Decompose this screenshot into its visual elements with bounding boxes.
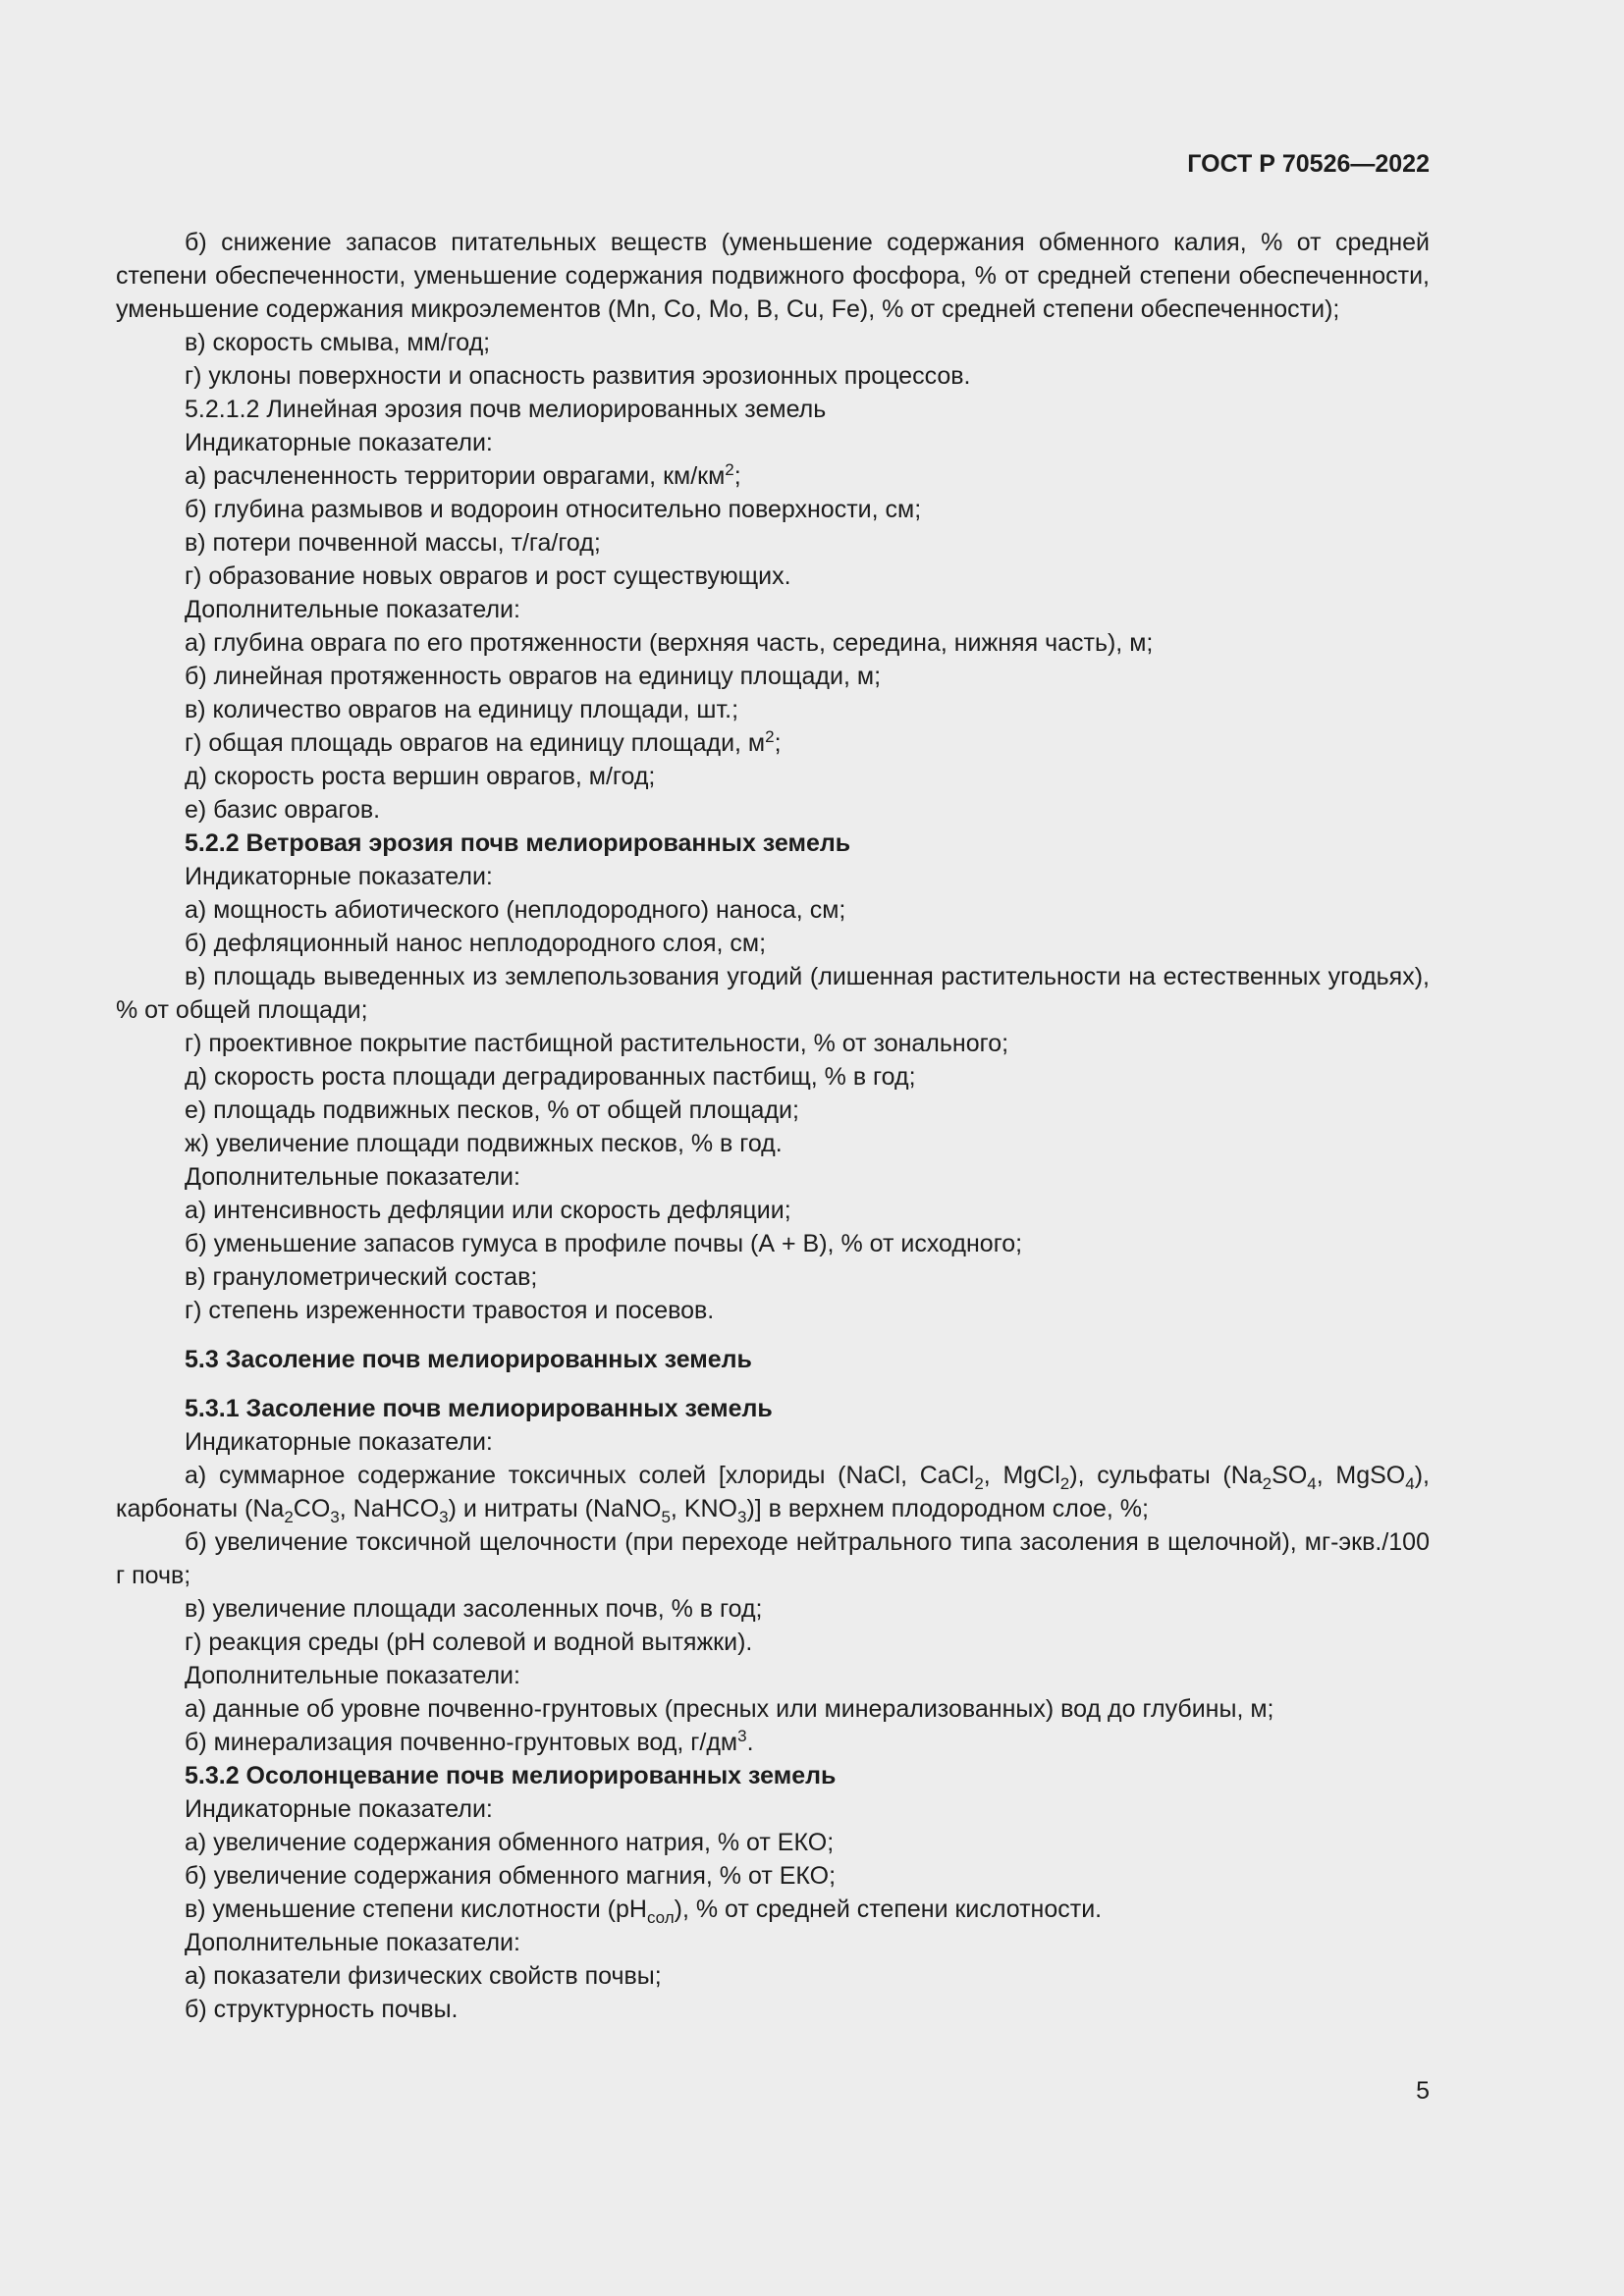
paragraph: а) данные об уровне почвенно-грунтовых (пресных или минерализованных) вод до глубины, м;	[185, 1695, 1274, 1723]
paragraph: а) глубина оврага по его протяженности (верхняя часть, середина, нижняя часть), м;	[185, 629, 1154, 657]
paragraph: е) базис оврагов.	[185, 796, 381, 824]
paragraph: а) расчлененность территории оврагами, $км/км^2$;	[185, 460, 741, 490]
section-heading: 5.3.1 Засоление почв мелиорированных земель	[185, 1395, 773, 1422]
paragraph: Индикаторные показатели:	[185, 863, 493, 890]
paragraph: в) количество оврагов на единицу площади, шт.;	[185, 696, 739, 723]
paragraph: Индикаторные показатели:	[185, 429, 493, 456]
paragraph: г) степень изреженности травостоя и посевов.	[185, 1297, 715, 1324]
paragraph: в) гранулометрический состав;	[185, 1263, 538, 1291]
paragraph: е) площадь подвижных песков, % от общей площади;	[185, 1096, 799, 1124]
paragraph: Индикаторные показатели:	[185, 1795, 493, 1823]
paragraph: г) реакция среды (рН солевой и водной вытяжки).	[185, 1629, 753, 1656]
paragraph: в) потери почвенной массы, т/га/год;	[185, 529, 601, 557]
paragraph: а) интенсивность дефляции или скорость дефляции;	[185, 1197, 791, 1224]
paragraph: а) увеличение содержания обменного натрия, % от ЕКО;	[185, 1829, 835, 1856]
paragraph: в) скорость смыва, мм/год;	[185, 329, 491, 356]
paragraph: Дополнительные показатели:	[185, 1163, 520, 1191]
paragraph: б) снижение запасов питательных веществ (уменьшение содержания обменного калия, % от средней степени обеспеченности, уменьшение содержания подвижного фосфора, % от средней степени обеспеченности, уменьшение содержания микроэлементов (Mn, Co, Mo, B, Cu, Fe), % от средней степени обеспеченности);	[116, 229, 1430, 323]
paragraph: б) глубина размывов и водороин относительно поверхности, см;	[185, 496, 922, 523]
paragraph: г) образование новых оврагов и рост существующих.	[185, 562, 791, 590]
paragraph: а) показатели физических свойств почвы;	[185, 1962, 662, 1990]
paragraph: д) скорость роста площади деградированных пастбищ, % в год;	[185, 1063, 916, 1091]
paragraph: д) скорость роста вершин оврагов, м/год;	[185, 763, 656, 790]
paragraph: б) дефляционный нанос неплодородного слоя, см;	[185, 930, 767, 957]
paragraph: в) увеличение площади засоленных почв, % в год;	[185, 1595, 763, 1623]
paragraph: Дополнительные показатели:	[185, 1929, 520, 1956]
section-heading: 5.2.2 Ветровая эрозия почв мелиорированных земель	[185, 829, 851, 857]
section-heading: 5.3 Засоление почв мелиорированных земель	[185, 1346, 752, 1373]
document-body	[116, 226, 1430, 2026]
paragraph: б) линейная протяженность оврагов на единицу площади, м;	[185, 663, 882, 690]
paragraph: а) суммарное содержание токсичных солей [хлориды (NaCl, CaCl$_2$, MgCl$_2$), сульфаты ($Na_2SO_4$, MgSO$_4$), карбонаты ($Na_2CO_3$, NaHCO$_3$) и нитраты (NaNO$_5$, $KNO_3$)] в верхнем плодородном слое, %;	[116, 1462, 1430, 1526]
page-number: 5	[1416, 2077, 1430, 2105]
paragraph: б) увеличение содержания обменного магния, % от ЕКО;	[185, 1862, 837, 1890]
paragraph: б) структурность почвы.	[185, 1996, 459, 2023]
paragraph: г) проективное покрытие пастбищной растительности, % от зонального;	[185, 1030, 1009, 1057]
paragraph: Индикаторные показатели:	[185, 1428, 493, 1456]
paragraph: б) увеличение токсичной щелочности (при переходе нейтрального типа засоления в щелочной), мг-экв./100 г почв;	[116, 1528, 1430, 1589]
paragraph: б) уменьшение запасов гумуса в профиле почвы (А + В), % от исходного;	[185, 1230, 1023, 1257]
paragraph: г) общая площадь оврагов на единицу площади, $м^2$;	[185, 727, 782, 757]
paragraph: ж) увеличение площади подвижных песков, % в год.	[185, 1130, 783, 1157]
paragraph: б) минерализация почвенно-грунтовых вод, $г/дм^3$.	[185, 1727, 754, 1756]
section-heading: 5.3.2 Осолонцевание почв мелиорированных земель	[185, 1762, 837, 1789]
paragraph: Дополнительные показатели:	[185, 1662, 520, 1689]
document-header: ГОСТ Р 70526—2022	[1187, 150, 1430, 178]
paragraph: а) мощность абиотического (неплодородного) наноса, см;	[185, 896, 846, 924]
paragraph: Дополнительные показатели:	[185, 596, 520, 623]
paragraph: г) уклоны поверхности и опасность развития эрозионных процессов.	[185, 362, 971, 390]
paragraph: в) площадь выведенных из землепользования угодий (лишенная растительности на естественных угодьях), % от общей площади;	[116, 963, 1430, 1024]
paragraph: в) уменьшение степени кислотности $(рН_{сол})$, % от средней степени кислотности.	[185, 1896, 1103, 1927]
paragraph: 5.2.1.2 Линейная эрозия почв мелиорированных земель	[185, 396, 827, 423]
